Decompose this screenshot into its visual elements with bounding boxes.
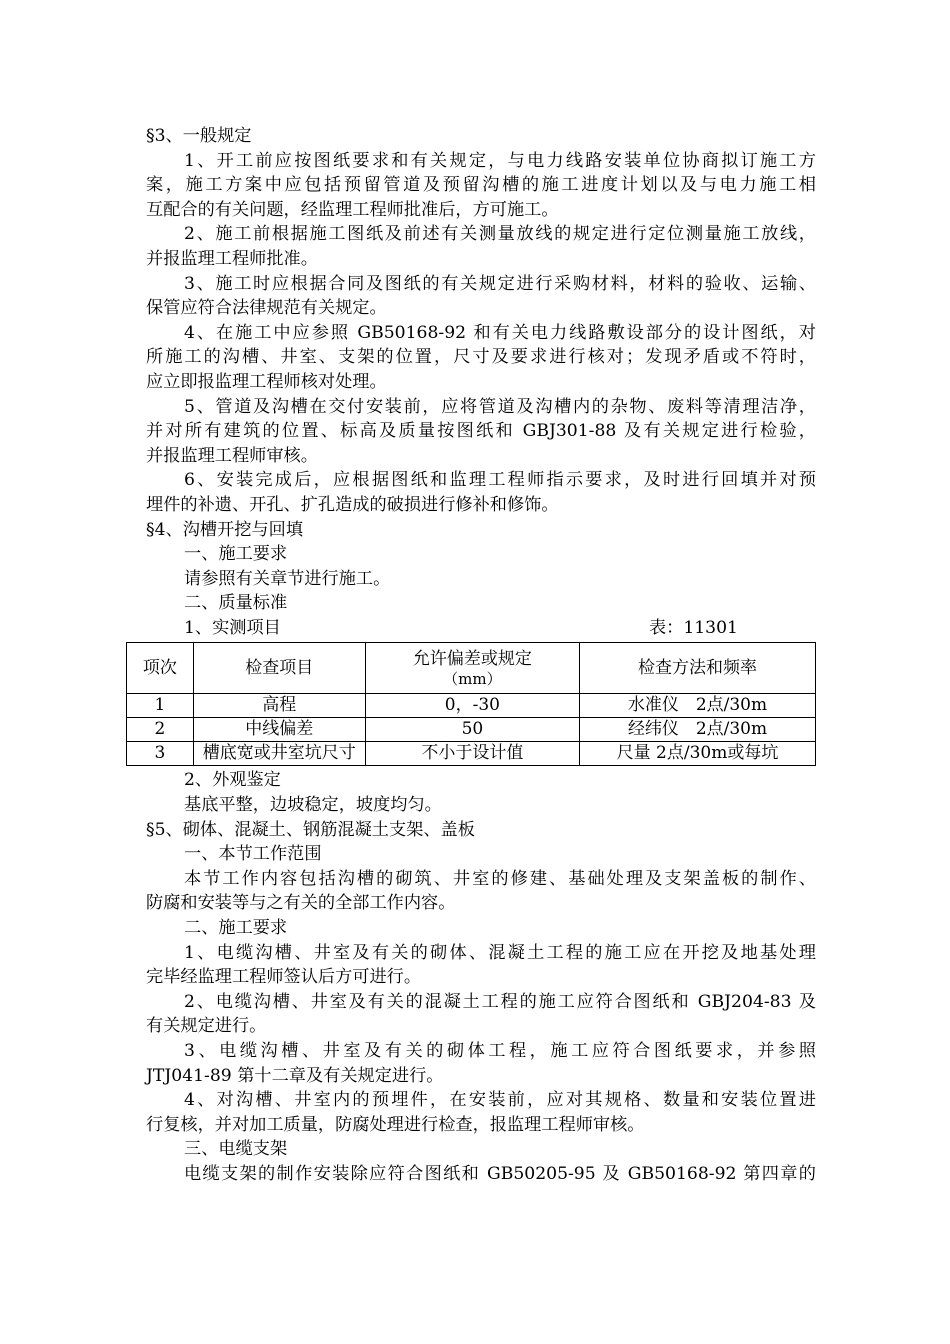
header-method: 检查方法和频率 — [579, 643, 815, 694]
header-item-no: 项次 — [127, 643, 194, 694]
s3-p2-line2: 并报监理工程师批准。 — [146, 248, 318, 269]
table-item-label: 1、实测项目 — [184, 617, 281, 638]
inspection-table — [126, 642, 816, 766]
s3-p3-line1: 3、施工时应根据合同及图纸的有关规定进行采购材料，材料的验收、运输、 — [184, 273, 816, 294]
table-cell: 不小于设计值 — [365, 742, 579, 766]
s3-p4-line1: 4、在施工中应参照 GB50168-92 和有关电力线路敷设部分的设计图纸，对 — [184, 322, 816, 343]
s5-r2-line1: 2、电缆沟槽、井室及有关的混凝土工程的施工应符合图纸和 GBJ204-83 及 — [184, 991, 816, 1012]
s4-sub2-heading: 二、质量标准 — [184, 593, 288, 614]
document-body — [142, 124, 816, 1187]
table-cell: 高程 — [193, 694, 365, 718]
table-cell: 水准仪 2点/30m — [579, 694, 815, 718]
table-cell: 2 — [127, 718, 194, 742]
header-check-item: 检查项目 — [193, 643, 365, 694]
s5-sub3-text: 电缆支架的制作安装除应符合图纸和 GB50205-95 及 GB50168-92 第四章的 — [184, 1163, 816, 1184]
s3-p1-line1: 1、开工前应按图纸要求和有关规定，与电力线路安装单位协商拟订施工方 — [184, 150, 816, 171]
section-4-heading: §4、沟槽开挖与回填 — [146, 519, 304, 540]
table-cell: 槽底宽或井室坑尺寸 — [193, 742, 365, 766]
header-tolerance-label: 允许偏差或规定 — [412, 648, 532, 669]
s5-sub1-heading: 一、本节工作范围 — [184, 844, 322, 865]
s3-p1-line3: 互配合的有关问题，经监理工程师批准后，方可施工。 — [146, 199, 559, 220]
s3-p4-line2: 所施工的沟槽、井室、支架的位置，尺寸及要求进行核对；发现矛盾或不符时， — [146, 347, 816, 368]
s5-sub1-line2: 防腐和安装等与之有关的全部工作内容。 — [146, 893, 456, 914]
s3-p5-line2: 并对所有建筑的位置、标高及质量按图纸和 GBJ301-88 及有关规定进行检验， — [146, 421, 816, 442]
s5-r3-line1: 3、电缆沟槽、井室及有关的砌体工程，施工应符合图纸要求，并参照 — [184, 1041, 816, 1061]
s5-sub3-heading: 三、电缆支架 — [184, 1139, 288, 1160]
table-cell: 50 — [365, 718, 579, 742]
s5-sub1-line1: 本节工作内容包括沟槽的砌筑、井室的修建、基础处理及支架盖板的制作、 — [184, 868, 816, 889]
table-cell: 3 — [127, 742, 194, 766]
s4-item2-heading: 2、外观鉴定 — [184, 770, 281, 791]
table-cell: 1 — [127, 694, 194, 718]
header-tolerance-unit: （mm） — [443, 669, 502, 688]
s5-r2-line2: 有关规定进行。 — [146, 1016, 267, 1037]
s5-r1-line2: 完毕经监理工程师签认后方可进行。 — [146, 967, 422, 988]
s4-item2-text: 基底平整，边坡稳定，坡度均匀。 — [184, 795, 442, 816]
s3-p2-line1: 2、施工前根据施工图纸及前述有关测量放线的规定进行定位测量施工放线， — [184, 224, 816, 245]
s3-p5-line1: 5、管道及沟槽在交付安装前，应将管道及沟槽内的杂物、废料等清理洁净， — [184, 396, 816, 417]
table-cell: 尺量 2点/30m或每坑 — [579, 742, 815, 766]
s3-p1-line2: 案，施工方案中应包括预留管道及预留沟槽的施工进度计划以及与电力施工相 — [146, 175, 816, 196]
section-3-heading: §3、一般规定 — [146, 126, 252, 146]
s4-sub1-text: 请参照有关章节进行施工。 — [184, 568, 391, 589]
s5-r3-line2: JTJ041-89 第十二章及有关规定进行。 — [146, 1065, 444, 1086]
s3-p6-line1: 6、安装完成后，应根据图纸和监理工程师指示要求，及时进行回填并对预 — [184, 470, 816, 491]
table-number: 表：11301 — [648, 617, 738, 638]
s3-p4-line3: 应立即报监理工程师核对处理。 — [146, 371, 387, 392]
s5-r1-line1: 1、电缆沟槽、井室及有关的砌体、混凝土工程的施工应在开挖及地基处理 — [184, 942, 816, 963]
table-cell: 经纬仪 2点/30m — [579, 718, 815, 742]
header-tolerance — [365, 643, 579, 694]
section-5-heading: §5、砌体、混凝土、钢筋混凝土支架、盖板 — [146, 819, 475, 840]
s3-p3-line2: 保管应符合法律规范有关规定。 — [146, 298, 387, 319]
s5-sub2-heading: 二、施工要求 — [184, 918, 288, 939]
s5-r4-line1: 4、对沟槽、井室内的预埋件，在安装前，应对其规格、数量和安装位置进 — [184, 1090, 816, 1111]
table-caption-row — [146, 616, 816, 641]
s5-r4-line2: 行复核，并对加工质量，防腐处理进行检查，报监理工程师审核。 — [146, 1114, 645, 1135]
table-header-row — [127, 643, 816, 694]
s3-p5-line3: 并报监理工程师审核。 — [146, 445, 318, 466]
s4-sub1-heading: 一、施工要求 — [184, 544, 288, 565]
table-row — [127, 742, 816, 766]
table-cell: 中线偏差 — [193, 718, 365, 742]
table-cell: 0，-30 — [365, 694, 579, 718]
table-row — [127, 694, 816, 718]
s3-p6-line2: 埋件的补遗、开孔、扩孔造成的破损进行修补和修饰。 — [146, 494, 559, 515]
table-row — [127, 718, 816, 742]
